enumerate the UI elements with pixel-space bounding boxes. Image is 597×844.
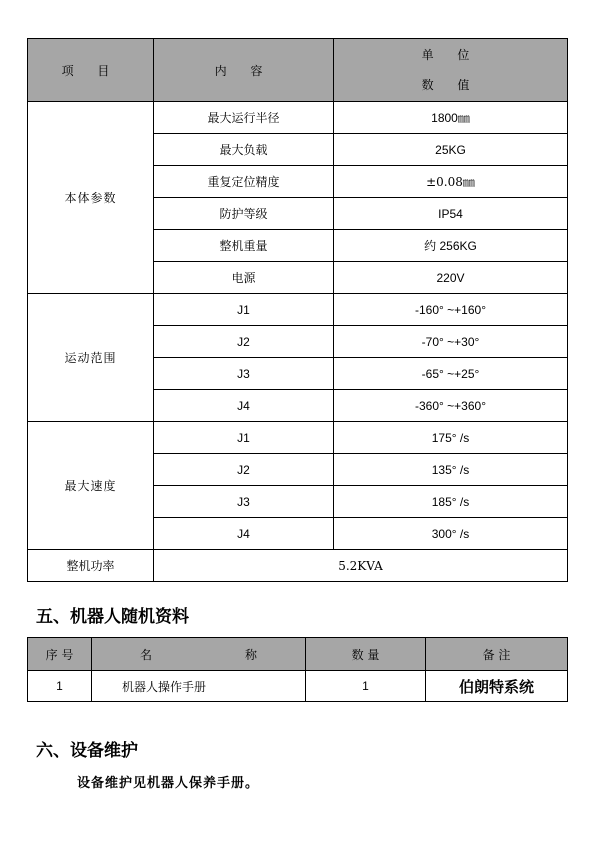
row-value: -65° ~+25°: [334, 358, 568, 390]
power-value: 5.2KVA: [154, 550, 568, 582]
row-content: J2: [154, 326, 334, 358]
header-name: [92, 638, 306, 671]
row-value: 1800㎜: [334, 102, 568, 134]
docs-table: [27, 637, 568, 702]
category-max-speed: 最大速度: [28, 422, 154, 550]
doc-name: 机器人操作手册: [92, 671, 306, 702]
table-row: [28, 422, 568, 454]
section-6-title: 六、设备维护: [36, 741, 138, 761]
header-name-left: 名: [140, 647, 153, 662]
maintenance-text: 设备维护见机器人保养手册。: [77, 776, 260, 791]
row-content: J4: [154, 518, 334, 550]
header-unit: [334, 39, 568, 102]
power-row: [28, 550, 568, 582]
row-value: 175° /s: [334, 422, 568, 454]
header-unit-line1: 单 位: [421, 48, 480, 62]
row-value: 25KG: [334, 134, 568, 166]
doc-remark: 伯朗特系统: [426, 671, 568, 702]
header-qty: 数 量: [306, 638, 426, 671]
header-unit-line2: 数 值: [421, 78, 480, 92]
row-content: J1: [154, 422, 334, 454]
docs-header-row: [28, 638, 568, 671]
row-value: 135° /s: [334, 454, 568, 486]
row-content: 整机重量: [154, 230, 334, 262]
power-label: 整机功率: [28, 550, 154, 582]
section-5-title: 五、机器人随机资料: [36, 607, 189, 627]
row-content: 电源: [154, 262, 334, 294]
row-value: 约 256KG: [334, 230, 568, 262]
row-value: -360° ~+360°: [334, 390, 568, 422]
row-value: ±0.08㎜: [334, 166, 568, 198]
row-content: J1: [154, 294, 334, 326]
row-content: J4: [154, 390, 334, 422]
header-item: 项 目: [28, 39, 154, 102]
category-body-params: 本体参数: [28, 102, 154, 294]
row-value: 220V: [334, 262, 568, 294]
row-content: 最大运行半径: [154, 102, 334, 134]
row-value: -70° ~+30°: [334, 326, 568, 358]
doc-qty: 1: [306, 671, 426, 702]
header-no: 序 号: [28, 638, 92, 671]
doc-no: 1: [28, 671, 92, 702]
header-remark: 备 注: [426, 638, 568, 671]
row-value: 300° /s: [334, 518, 568, 550]
row-value: IP54: [334, 198, 568, 230]
row-content: J3: [154, 358, 334, 390]
row-content: 防护等级: [154, 198, 334, 230]
header-name-right: 称: [244, 647, 257, 662]
row-content: J3: [154, 486, 334, 518]
category-motion-range: 运动范围: [28, 294, 154, 422]
table-row: [28, 671, 568, 702]
spec-header-row: [28, 39, 568, 102]
row-content: 重复定位精度: [154, 166, 334, 198]
row-content: 最大负载: [154, 134, 334, 166]
spec-table: [27, 38, 568, 582]
row-value: 185° /s: [334, 486, 568, 518]
header-content: 内 容: [154, 39, 334, 102]
table-row: [28, 102, 568, 134]
row-content: J2: [154, 454, 334, 486]
row-value: -160° ~+160°: [334, 294, 568, 326]
table-row: [28, 294, 568, 326]
